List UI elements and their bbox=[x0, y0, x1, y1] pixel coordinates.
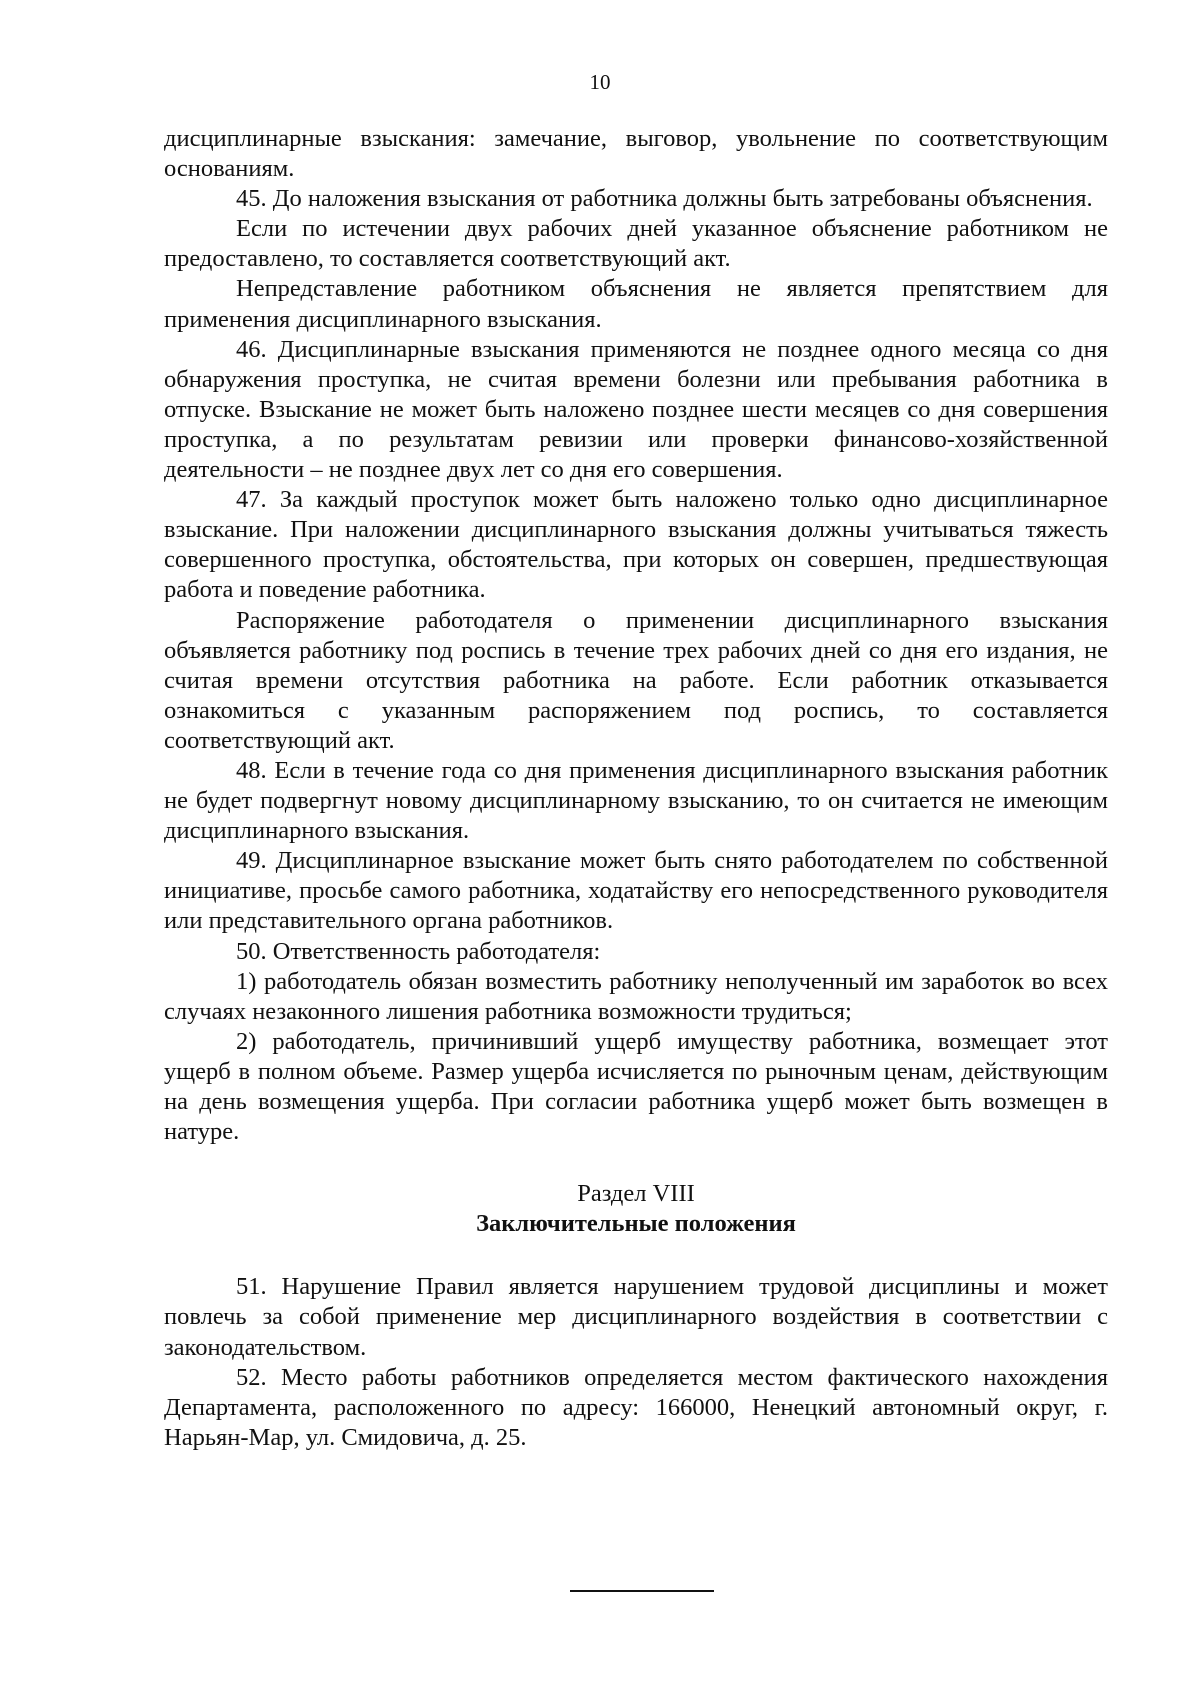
page-number: 10 bbox=[589, 70, 611, 94]
paragraph-item-52: 52. Место работы работников определяется местом фактического нахождения Департамента, расположенного по адресу: 166000, Ненецкий автономный округ, г. Нарьян-Мар, ул. Смидовича, д. 25. bbox=[164, 1363, 1108, 1451]
end-of-document-rule bbox=[570, 1590, 714, 1592]
paragraph-item-50: 50. Ответственность работодателя: bbox=[236, 937, 601, 965]
paragraph-item-47-order: Распоряжение работодателя о применении дисциплинарного взыскания объявляется работнику под роспись в течение трех рабочих дней со дня его издания, не считая времени отсутствия работника на работе. Если работник отказывается ознакомиться с указанным распоряжением под роспись, то составляется соответствующий акт. bbox=[164, 606, 1108, 754]
paragraph-item-48: 48. Если в течение года со дня применения дисциплинарного взыскания работник не будет подвергнут новому дисциплинарному взысканию, то он считается не имеющим дисциплинарного взыскания. bbox=[164, 756, 1108, 845]
section-heading: Раздел VIII bbox=[577, 1180, 695, 1208]
document-body bbox=[164, 124, 1108, 1453]
paragraph-item-49: 49. Дисциплинарное взыскание может быть снято работодателем по собственной инициативе, просьбе самого работника, ходатайству его непосредственного руководителя или представительного органа работников. bbox=[164, 847, 1108, 935]
paragraph-item-45: 45. До наложения взыскания от работника должны быть затребованы объяснения. bbox=[236, 185, 1093, 213]
paragraph-item-50-sub-2: 2) работодатель, причинивший ущерб имуществу работника, возмещает этот ущерб в полном объеме. Размер ущерба исчисляется по рыночным ценам, действующим на день возмещения ущерба. При согласии работника ущерб может быть возмещен в натуре. bbox=[164, 1027, 1108, 1146]
paragraph-item-51: 51. Нарушение Правил является нарушением трудовой дисциплины и может повлечь за собой применение мер дисциплинарного воздействия в соответствии с законодательством. bbox=[164, 1273, 1108, 1361]
paragraph-item-45-explanation-deadline: Если по истечении двух рабочих дней указанное объяснение работником не предоставлено, то составляется соответствующий акт. bbox=[164, 215, 1108, 273]
paragraph-continuation: дисциплинарные взыскания: замечание, выговор, увольнение по соответствующим основаниям. bbox=[164, 125, 1108, 183]
section-title: Заключительные положения bbox=[476, 1210, 796, 1238]
paragraph-item-47: 47. За каждый проступок может быть наложено только одно дисциплинарное взыскание. При наложении дисциплинарного взыскания должны учитываться тяжесть совершенного проступка, обстоятельства, при которых он совершен, предшествующая работа и поведение работника. bbox=[164, 486, 1108, 604]
paragraph-item-46: 46. Дисциплинарные взыскания применяются не позднее одного месяца со дня обнаружения проступка, не считая времени болезни или пребывания работника в отпуске. Взыскание не может быть наложено позднее шести месяцев со дня совершения проступка, а по результатам ревизии или проверки финансово-хозяйственной деятельности – не позднее двух лет со дня его совершения. bbox=[164, 335, 1108, 484]
paragraph-item-50-sub-1: 1) работодатель обязан возместить работнику неполученный им заработок во всех случаях незаконного лишения работника возможности трудиться; bbox=[164, 967, 1108, 1025]
paragraph-item-45-nonsubmission: Непредставление работником объяснения не является препятствием для применения дисциплинарного взыскания. bbox=[164, 275, 1108, 333]
